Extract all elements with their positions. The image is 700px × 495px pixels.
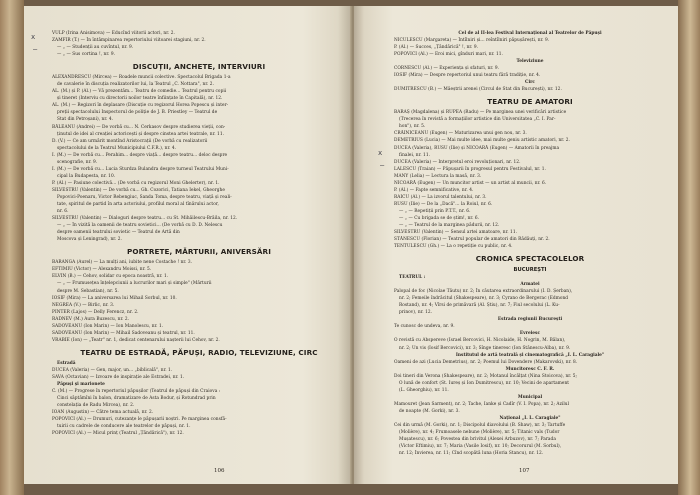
group-heading: Institutul de artă teatrală și cinematografică „I. L. Caragiale"	[455, 352, 605, 358]
text-line: P. (Al.) — Fapte semnificative, nr. 4.	[394, 187, 474, 193]
group-heading: Național „I. L. Caragiale"	[499, 415, 561, 421]
text-line: (Molière), nr. 4; Frumoasele nebune (Molière), nr. 5; Titanic vals (Tudor	[399, 429, 560, 435]
section-heading-estrada: TEATRU DE ESTRADĂ, PĂPUȘI, RADIO, TELEVIZIUNE, CIRC	[80, 347, 318, 357]
text-line: SILVESTRU (Valentin) — Sensul artei amatoare, nr. 11.	[394, 230, 518, 236]
text-line: de cavalerie în discuția realizatorilor lui, la Teatrul „C. Nottara", nr. 2.	[57, 82, 214, 88]
text-line: NICULESCU (Margareta) — Întîlniri și... reîntîlniri păpușărești, nr. 9.	[394, 38, 550, 43]
text-line: nr. 6.	[57, 209, 69, 215]
text-line: I. (M.) — De vorbă cu... Lucia Sturdza Bulandra despre turneul Teatrului Muni-	[52, 166, 229, 172]
text-line: DUCEA (Valeria) — Gen, major, un... „biblicală", nr. 1.	[52, 367, 173, 373]
text-line: BARANGA (Aurel) — La mulți ani, iubite nene Costache ! nr. 3.	[52, 260, 193, 266]
text-line: Moscova și Leningrad), nr. 2.	[57, 237, 122, 243]
cronica-group	[394, 281, 666, 316]
text-line: tate, spiritul de partid în arta actoriului, profilul moral al tînărului actor,	[57, 202, 219, 208]
text-line: Doi tineri din Verona (Shakespeare), nr. 2; Motanul încălțat (Nina Stoicova), nr. 5;	[394, 373, 578, 379]
text-line: ținutul de idei al creației actoricești și despre cinstea artei teatrale, nr. 11.	[57, 131, 225, 137]
text-line: nr. 2; Femeile îndrăcitul (Shakespeare), nr. 3; Cyrano de Bergerac (Edmond	[399, 296, 569, 302]
text-line: AL. (M.) și P. (Al.) — Vă prezentăm... Teatru de comedie... Teatrul pentru copii	[52, 89, 227, 95]
text-line: SADOVEANU (Ion Marin) — Mihail Sadoveanu și teatrul, nr. 11.	[52, 330, 195, 336]
text-line: — „ — Cu brigada se de știm!, nr. 6.	[399, 215, 480, 221]
text-line: SILVESTRU (Valentin) — De vorbă cu... Gh. Cozorici, Tatiana Iekel, Gheorghe	[52, 187, 225, 193]
page-number-left: 106	[214, 468, 225, 474]
text-line: — „ — Repetiții prin P.T.T., nr. 6.	[399, 208, 471, 214]
text-line: Stat din Petroșani), nr. 4.	[57, 117, 114, 123]
text-line: I. (M.) — De vorbă cu... Perahim... despre viață... despre teatru... deloc despre	[52, 152, 228, 158]
text-line: SAVA (Octavian) — Izvoare de inspirație ale Estradei, nr. 1.	[52, 374, 185, 380]
text-line: CRĂINICEANU (Eugen) — Maturizarea unui gen nou, nr. 3.	[394, 131, 527, 137]
festival-heading: Cel de al II-lea Festival Internațional al Teatrelor de Păpuși	[458, 31, 602, 36]
text-line: — „ — În vizită la oamenii de teatru sovietici... (De vorbă cu D. D. Nelescu	[57, 223, 223, 229]
text-line: SILVESTRU (Valentin) — Dialoguri despre teatru... cu St. Mihăilescu-Brăila, nr. 12.	[52, 216, 238, 222]
book-cover-left-edge	[0, 0, 24, 495]
text-line: RAICU (Al.) — La izvorul talentului, nr. 3.	[394, 194, 487, 200]
text-line: POPOVICI (Al.) — Eroi mici, gînduri mari, nr. 11.	[394, 52, 503, 58]
right-page	[354, 6, 678, 484]
text-line: DUCEA (Valeria) — Interpretul eroi revoluționari, nr. 12.	[394, 159, 521, 165]
text-line: O revistă cu Abspereve (Israel Bercovici, H. Nicolaide, H. Nogrin, M. Bălan),	[394, 338, 566, 344]
text-line: AL. (M.) — Regizori în deplasare (Discuție cu regizorul Horea Popescu și inter-	[52, 103, 229, 109]
text-line: Popovici-Poenaru, Victor Rebengiuc, Sanda Toma, despre teatru, viață și reali-	[57, 194, 232, 200]
text-line: Te cunosc de undeva, nr. 9.	[394, 324, 455, 330]
text-line: EFTIMIU (Victor) — Alexandru Moissi, nr. 5.	[52, 267, 152, 273]
text-line: prinov), nr. 12.	[399, 310, 433, 316]
text-line: (L. Gheorghiu), nr. 11.	[399, 387, 449, 393]
text-line: RUSU (Ilie) — De la „Dacă"... la Roiul, nr. 6.	[394, 201, 493, 207]
text-line: finalei, nr. 11.	[399, 152, 431, 158]
text-line: DUMITRESCU (B.) — Măeștrii arenei (Circul de Stat din București), nr. 12.	[394, 87, 562, 93]
text-line: (Victor Eftimiu), nr. 7; Maria (Vasile Iosif), nr. 10; Decorurul (M. Sorbul),	[399, 443, 562, 449]
text-line: LALESCU (Traian) — Păpușarii în progresul pentru Festivalul, nr. 1.	[394, 166, 546, 172]
margin-mark-x: x	[378, 149, 383, 157]
cronica-group	[394, 316, 666, 330]
text-line: DUCEA (Valeria), RUSU (Ilie) și NICOARĂ (Eugen) — Amatorii în preajma	[394, 145, 560, 151]
text-line: PINTER (Lajos) — Delly Ferencz, nr. 2.	[52, 309, 139, 315]
section-heading-amatori: TEATRU DE AMATORI	[487, 97, 573, 107]
text-line: preții spectacolului Inspectorul de poliție de J. B. Priestley — Teatrul de	[57, 110, 218, 116]
cronica-group	[394, 366, 666, 394]
text-line: nr. 2; Un vis (Iosif Bercovici), nr. 3; Sînge tineresc (Ion Stănescu-Alba), nr. 9.	[399, 345, 571, 351]
section-heading-discutii: DISCUȚII, ANCHETE, INTERVIURI	[132, 62, 266, 72]
cronica-group	[394, 352, 666, 366]
text-line: NEGREA (V.) — Birlic, nr. 3.	[52, 302, 115, 308]
text-line: MANY (Lelia) — Lectura la masă, nr. 3.	[394, 173, 482, 179]
cronica-group	[394, 415, 666, 457]
text-line: Palopal de foc (Nicolae Tăutu) nr. 2; În căutarea extraordinarului (I. D. Șerban),	[394, 289, 573, 295]
group-heading: Estrada regiunii București	[497, 317, 563, 323]
group-heading: Muncitoresc C. F. R.	[505, 366, 555, 372]
subheading-papusi: Păpuși și marionete	[57, 381, 105, 387]
text-line: tuirii cu cadrele de conducere ale teatrelor de păpuși, nr. 1.	[57, 424, 191, 430]
text-line: — „ — Studenții au cuvîntul, nr. 9.	[57, 45, 134, 51]
section-heading-portrete: PORTRETE, MĂRTURII, ANIVERSĂRI	[127, 247, 271, 257]
text-line: nr. 12; Învierea, nr. 11; Cînd scopătă luna (Horia Stancu), nr. 12.	[399, 451, 544, 457]
text-line: Cei din urmă (M. Gorki), nr. 1; Discipolul diavolului (B. Shaw), nr. 3; Tartuffe	[394, 422, 566, 428]
text-line: VULP (Irina Anisimova) — Educînd viitorii actori, nr. 2.	[52, 31, 175, 36]
text-line: IOAN (Augustin) — Către tema actuală, nr. 2.	[52, 410, 154, 416]
text-line: IOSIF (Mira) — La aniversarea lui Mihail Sorbul, nr. 10.	[52, 295, 177, 301]
text-line: BARAȘ (Magdalena) și RUPEA (Radu) — Pe marginea unei verificări artistice	[394, 110, 567, 116]
text-line: Oameni de azi (Lucia Demetrius), nr. 2; Poemul lui Dovendere (Makarovski), nr. 8.	[394, 359, 578, 365]
text-line: P. (Al.) — Succes, „Țăndărică" !, nr. 9.	[394, 45, 479, 51]
cronica-group	[394, 394, 666, 415]
text-line: BĂLEANU (Andrei) — De vorbă cu... N. Cerkasov despre studierea vieții, con-	[52, 124, 226, 130]
text-line: — „ — Sus cortina !, nr. 9.	[57, 52, 116, 58]
gutter-shadow-right	[354, 6, 364, 484]
teatrul-heading: TEATRUL :	[399, 275, 426, 281]
group-heading: Municipal	[517, 394, 543, 400]
text-line: POPOVICI (Al.) — Micul prinț (Teatrul „Țăndărică"), nr. 12.	[52, 431, 184, 437]
section-portrete-list	[52, 259, 346, 344]
text-line: C. (M.) — Progrese în repertoriul păpușilor (Teatrul de păpuși din Craiova :	[52, 388, 221, 394]
text-line: despre oamenii teatrului sovietic — Teatrul de Artă din	[57, 230, 180, 236]
margin-mark-x: x	[31, 33, 36, 41]
text-line: despre M. Sebastian), nr. 5.	[57, 288, 119, 294]
text-line: — „ — Frumusețea înțelepciunii a lucrurilor mari și simple" (Mărturii	[57, 281, 212, 287]
text-line: (Trecerea în revistă a formațiilor artistice din Universitatea „C. I. Par-	[399, 117, 556, 123]
cronica-group	[394, 330, 666, 351]
left-intro	[52, 30, 346, 58]
text-line: Cinci săptămîni în balon, dramatizare de Asta Bodur, și Rotundrad prin	[57, 396, 216, 402]
margin-mark-dash: —	[33, 45, 38, 53]
page-number-right: 107	[519, 468, 530, 474]
left-page-text	[52, 30, 346, 437]
text-line: ELVIN (B.) — Cehov, solidar cu epoca noastră, nr. 1.	[52, 274, 169, 280]
text-line: STĂNESCU (Florian) — Teatrul popular de amatori din Rădăuți, nr. 2.	[394, 237, 550, 243]
section-heading-cronica: CRONICA SPECTACOLELOR	[475, 254, 585, 264]
text-line: O lună de confort (St. Iureș și Ion Dumitrescu), nr. 10; Vecini de apartament	[399, 380, 570, 386]
text-line: ALEXANDRESCU (Mircea) — Roadele muncii colective. Spectacolul Brigada 1-a	[52, 75, 231, 81]
margin-mark-dash: —	[380, 161, 385, 169]
subheading-estrada: Estradă	[57, 360, 76, 366]
text-line: Mamouret (Jean Sarment), nr. 2; Tache, Ianke și Cadîr (V. I. Popa), nr. 2; Azilul	[394, 401, 569, 407]
text-line: scenografie, nr. 9.	[57, 159, 98, 165]
cronica-city: BUCUREȘTI	[513, 267, 547, 274]
text-line: și tineret (Interviu cu directorii noilor teatre înființate în Capitală), nr. 12.	[57, 96, 223, 102]
text-line: NICOARĂ (Eugen) — Un muncitor artist — un artist al muncii, nr. 6.	[394, 180, 547, 186]
text-line: constelația de Radu Mircea), nr. 2.	[57, 403, 135, 409]
group-heading: Armatei	[520, 282, 540, 288]
right-page-text	[394, 30, 666, 457]
text-line: POPOVICI (Al.) — Drumuri, cutezanțe le păpușarii noștri. Pe marginea consfă-	[52, 417, 227, 423]
left-page	[24, 6, 352, 484]
text-line: IOSIF (Mira) — Despre repertoriul unui teatru fără tradiție, nr. 4.	[394, 73, 541, 79]
text-line: P. (Al.) — Pasiune colectivă... (De vorbă cu regizorul Moni Ghelerter), nr. 1.	[52, 180, 220, 186]
text-line: D. (V.) — Ce am urmărit montînd Aristocrații (De vorbă cu realizatorii	[52, 138, 208, 144]
subheading-televiziune: Televiziune	[516, 59, 544, 65]
text-line: SADOVEANU (Ion Marin) — Ion Manolescu, nr. 1.	[52, 323, 164, 329]
section-amatori-list	[394, 109, 666, 250]
text-line: Rostand), nr. 4; Vîrsi de primăvară (Al. Știu), nr. 7; Fiul secolului (L. Ku-	[399, 303, 560, 309]
book-cover-right-edge	[678, 0, 700, 495]
text-line: ZAMFIR (T.) — În întâmpinarea repertoriului viitoarei stagiuni, nr. 2.	[52, 38, 206, 44]
text-line: DEMETRIUS (Lucia) — Mai multe idee, mai multe geniu artistic amatori, nr. 2.	[394, 138, 570, 144]
text-line: RADNEV (M.) Aura Buzescu, nr. 2.	[52, 316, 130, 322]
group-heading: Evreiesc	[519, 331, 541, 337]
text-line: TENTULESCU (Gh.) — La o repetiție cu public, nr. 4.	[394, 244, 513, 250]
text-line: de noapte (M. Gorki), nr. 3.	[399, 408, 460, 414]
subheading-circ: Circ	[525, 80, 535, 86]
text-line: Mușatescu), nr. 6; Povestea din brivitul (Alexei Arbuzov), nr. 7; Parada	[399, 436, 556, 442]
text-line: CORNESCU (Al.) — Experiența și sfaturi, nr. 9.	[394, 66, 500, 72]
text-line: cipal la Budapesta, nr. 10.	[57, 173, 116, 179]
text-line: hon"), nr. 5.	[399, 124, 426, 130]
text-line: VRABIE (Ion) — „Teatr" nr. 1, dedicat centenarului nașterii lui Cehov, nr. 2.	[52, 337, 220, 343]
text-line: — „ — Teatrul de la marginea pădurii, nr. 12.	[399, 223, 500, 229]
section-discutii-list	[52, 74, 346, 243]
text-line: spectacolului de la Teatrul Municipiului C.F.R.), nr. 4.	[57, 145, 177, 151]
